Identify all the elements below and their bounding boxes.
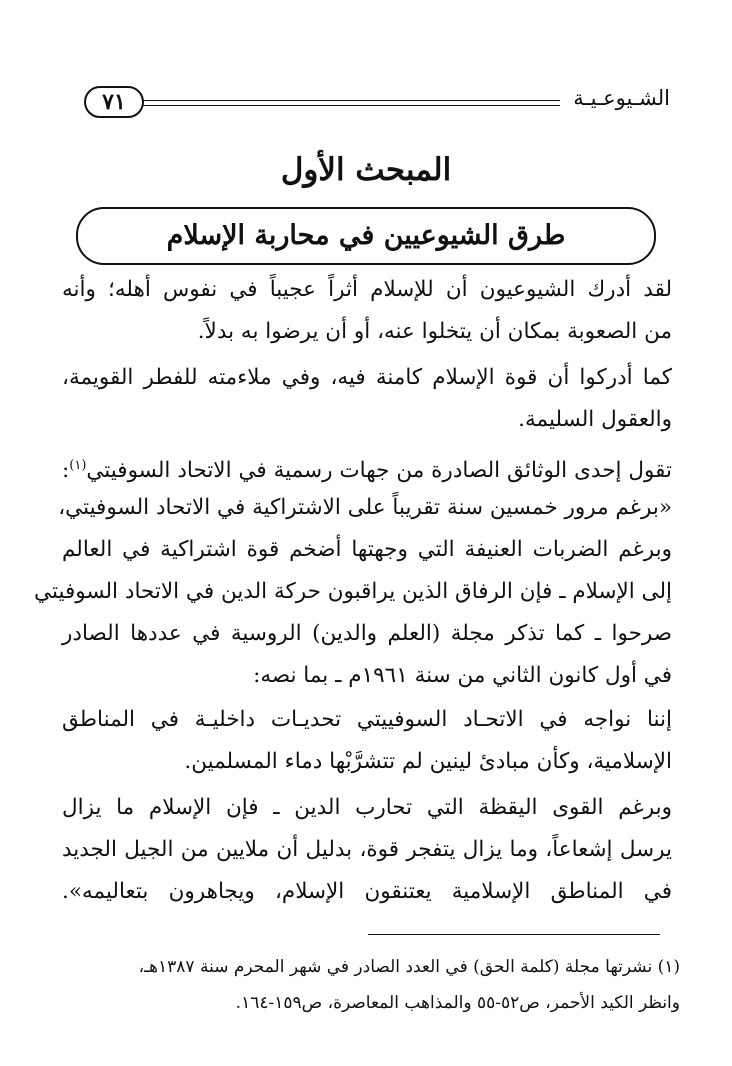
body-line: الإسلامية، وكأن مبادئ لينين لم تتشرَّبْها دماء المسلمين.	[184, 749, 672, 774]
section-title: المبحث الأول	[280, 152, 452, 188]
body-line: في أول كانون الثاني من سنة ١٩٦١م ـ بما نصه:	[253, 663, 672, 688]
body-line: لقد أدرك الشيوعيون أن للإسلام أثراً عجيباً في نفوس أهله؛ وأنه	[62, 277, 672, 302]
body-line: كما أدركوا أن قوة الإسلام كامنة فيه، وفي ملاءمته للفطر القويمة،	[62, 365, 672, 390]
body-line: إننا نواجه في الاتحـاد السوفييتي تحديـات داخليـة في المناطق	[62, 707, 672, 732]
colon: :	[62, 458, 70, 484]
body-line: صرحوا ـ كما تذكر مجلة (العلم والدين) الروسية في عددها الصادر	[62, 621, 672, 646]
header-rule	[140, 100, 560, 106]
body-line: «برغم مرور خمسين سنة تقريباً على الاشتراكية في الاتحاد السوفيتي،	[58, 495, 672, 520]
footnote-line: وانظر الكيد الأحمر، ص٥٢-٥٥ والمذاهب المعاصرة، ص١٥٩-١٦٤.	[235, 993, 680, 1013]
footnote-reference: (١)	[69, 458, 87, 473]
footnote-line: (١) نشرتها مجلة (كلمة الحق) في العدد الصادر في شهر المحرم سنة ١٣٨٧هـ،	[138, 957, 680, 977]
footnote-rule	[368, 934, 660, 935]
running-title: الشـيوعـيـة	[573, 86, 670, 110]
page-number: ٧١	[84, 86, 144, 118]
body-line-text: تقول إحدى الوثائق الصادرة من جهات رسمية في الاتحاد السوفيتي	[86, 458, 672, 484]
body-line-with-footnote	[62, 446, 672, 486]
chapter-subtitle: طرق الشيوعيين في محاربة الإسلام	[76, 207, 656, 265]
body-line: إلى الإسلام ـ فإن الرفاق الذين يراقبون حركة الدين في الاتحاد السوفيتي	[34, 579, 672, 604]
body-line: يرسل إشعاعاً، وما يزال يتفجر قوة، بدليل أن ملايين من الجيل الجديد	[62, 837, 672, 862]
body-line: والعقول السليمة.	[518, 407, 672, 432]
body-line: وبرغم القوى اليقظة التي تحارب الدين ـ فإن الإسلام ما يزال	[62, 795, 672, 820]
body-line: في المناطق الإسلامية يعتنقون الإسلام، ويجاهرون بتعاليمه».	[62, 879, 672, 904]
body-line: من الصعوبة بمكان أن يتخلوا عنه، أو أن يرضوا به بدلاً.	[197, 319, 672, 344]
body-line: وبرغم الضربات العنيفة التي وجهتها أضخم قوة اشتراكية في العالم	[62, 537, 672, 562]
